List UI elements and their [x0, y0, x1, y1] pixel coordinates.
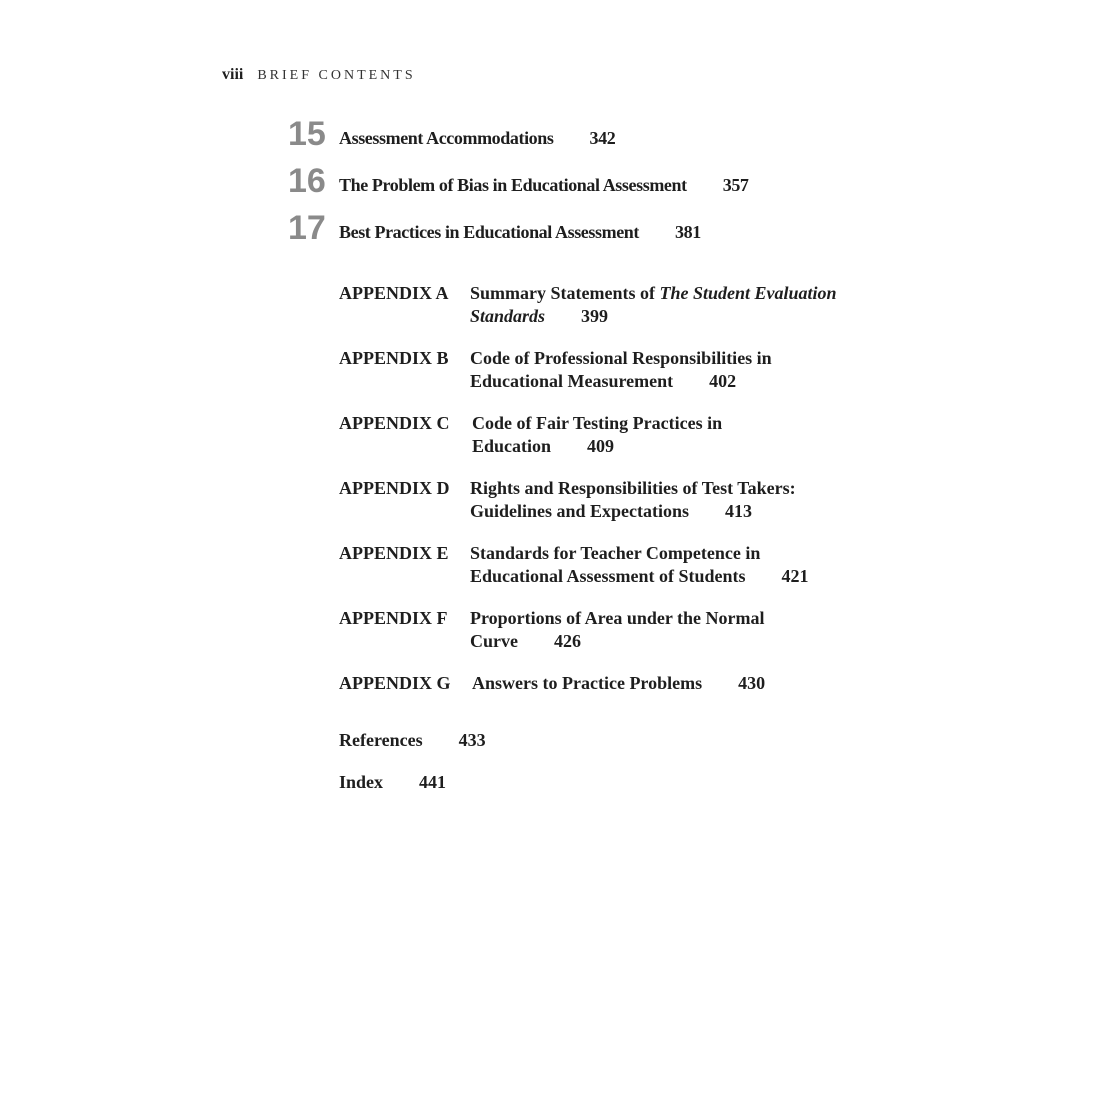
appendix-title: Answers to Practice Problems 430 [472, 673, 766, 693]
appendix-page: 426 [554, 631, 581, 651]
appendix-title: Code of Fair Testing Practices in Education 409 [472, 413, 723, 456]
chapter-page: 381 [675, 222, 701, 242]
chapter-title: The Problem of Bias in Educational Assessment 357 [339, 175, 749, 195]
appendix-title: Code of Professional Responsibilities in Educational Measurement 402 [470, 348, 772, 391]
chapter-page: 357 [722, 175, 749, 195]
running-title: BRIEF CONTENTS [257, 68, 416, 83]
chapter-title: Assessment Accommodations 342 [339, 128, 616, 148]
appendix-page: 421 [781, 566, 809, 586]
toc-references[interactable] [339, 729, 486, 751]
appendix-label: APPENDIX E [339, 543, 449, 563]
toc-index[interactable] [339, 771, 446, 793]
chapter-page: 342 [589, 128, 616, 148]
appendix-title: Rights and Responsibilities of Test Takers: Guidelines and Expectations 413 [470, 478, 796, 521]
appendix-page: 430 [738, 673, 766, 693]
chapter-title: Best Practices in Educational Assessment 381 [339, 222, 701, 242]
chapter-number: 16 [288, 162, 326, 200]
appendix-label: APPENDIX A [339, 283, 449, 303]
running-header [222, 66, 416, 84]
appendix-page: 399 [581, 306, 609, 326]
chapter-number: 17 [288, 209, 326, 247]
appendix-label: APPENDIX B [339, 348, 449, 368]
appendix-label: APPENDIX F [339, 608, 448, 628]
appendix-page: 409 [587, 436, 615, 456]
appendix-title: Proportions of Area under the Normal Curve 426 [470, 608, 765, 651]
appendix-title: Summary Statements of The Student Evaluation Standards 399 [470, 283, 837, 326]
appendix-label: APPENDIX G [339, 673, 451, 693]
page-number: viii [222, 66, 244, 83]
appendix-title: Standards for Teacher Competence in Educational Assessment of Students 421 [470, 543, 809, 586]
backmatter-title: Index [339, 772, 384, 792]
backmatter-page: 441 [419, 772, 447, 792]
appendix-page: 402 [709, 371, 737, 391]
appendix-label: APPENDIX D [339, 478, 450, 498]
appendix-label: APPENDIX C [339, 413, 450, 433]
appendix-page: 413 [725, 501, 753, 521]
backmatter-page: 433 [458, 730, 486, 750]
chapter-number: 15 [288, 115, 326, 153]
backmatter-title: References [339, 730, 423, 750]
